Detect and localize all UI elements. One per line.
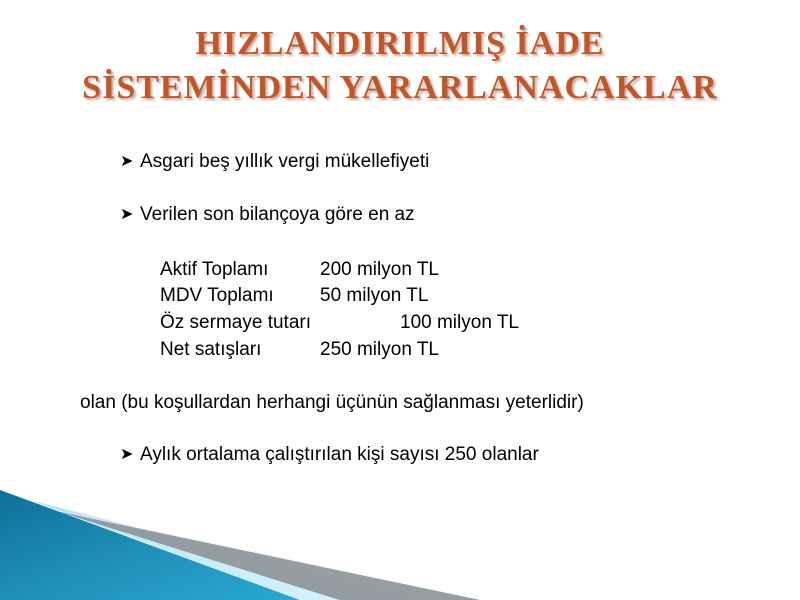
slide-title-line-2: SİSTEMİNDEN YARARLANACAKLAR (82, 69, 718, 106)
threshold-row (160, 338, 439, 362)
threshold-label: MDV Toplamı (160, 285, 274, 306)
bullet-item (120, 150, 429, 174)
arrow-bullet-icon: ➤ (120, 153, 134, 170)
threshold-value: 250 milyon TL (320, 339, 439, 360)
condition-note: olan (bu koşullardan herhangi üçünün sağlanması yeterlidir) (80, 392, 584, 413)
threshold-value: 100 milyon TL (400, 312, 519, 333)
bullet-item (120, 203, 415, 227)
threshold-value: 50 milyon TL (320, 285, 429, 306)
slide-title-line-1: HIZLANDIRILMIŞ İADE (195, 25, 605, 62)
threshold-label: Aktif Toplamı (160, 259, 269, 280)
threshold-row (160, 311, 519, 335)
decor-blue-wedge (0, 490, 300, 600)
bullet-item (120, 443, 539, 467)
threshold-value: 200 milyon TL (320, 259, 439, 280)
arrow-bullet-icon: ➤ (120, 206, 134, 223)
corner-decoration (0, 490, 800, 600)
bullet-text: Asgari beş yıllık vergi mükellefiyeti (140, 151, 430, 172)
threshold-label: Öz sermaye tutarı (160, 312, 311, 333)
arrow-bullet-icon: ➤ (120, 446, 134, 463)
bullet-text: Verilen son bilançoya göre en az (140, 204, 415, 225)
threshold-row (160, 284, 428, 308)
threshold-label: Net satışları (160, 339, 262, 360)
bullet-text: Aylık ortalama çalıştırılan kişi sayısı 250 olanlar (140, 444, 539, 465)
threshold-row (160, 258, 439, 282)
